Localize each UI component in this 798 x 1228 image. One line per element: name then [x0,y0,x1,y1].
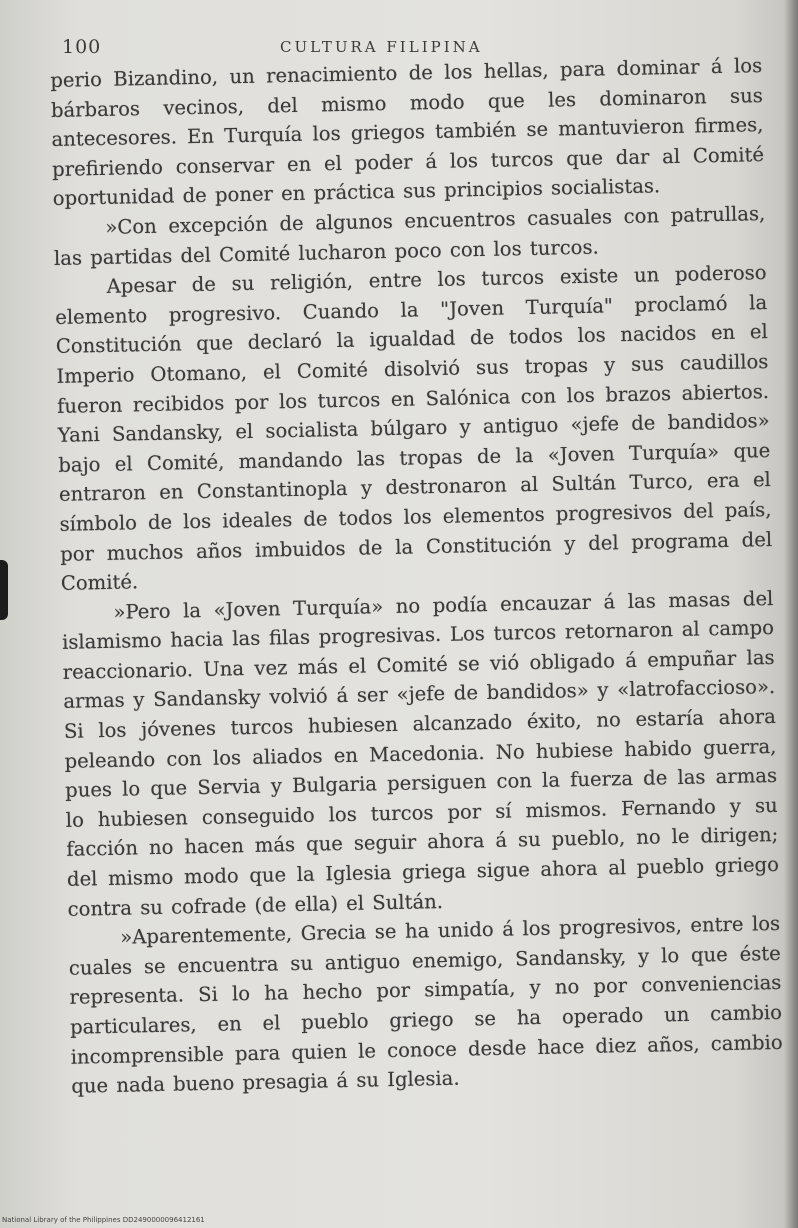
paragraph: perio Bizandino, un renacimiento de los hellas, para dominar á los bárbaros vecinos, del mismo modo que les dominaron sus antecesores. En Turquía los griegos también se mantuvieron firmes, prefiriendo conservar en el poder á los turcos que dar al Comité oportunidad de poner en práctica sus principios socialistas. [50,54,765,211]
paragraph: »Aparentemente, Grecia se ha unido á los progresivos, entre los cuales se encuentra su antiguo enemigo, Sandansky, y lo que éste representa. Si lo ha hecho por simpatía, y no por conveniencias particulares, en el pueblo griego se ha operado un cambio incomprensible para quien le conoce desde hace diez años, cambio que nada bueno presagia á su Iglesia. [68,912,783,1098]
body-text [50,51,784,1101]
binding-mark [0,560,8,620]
page-edge-shadow [784,0,798,1228]
library-attribution: National Library of the Philippines DD2490000096412161 [2,1216,205,1224]
paragraph: »Con excepción de algunos encuentros casuales con patrullas, las partidas del Comité lucharon poco con los turcos. [53,202,766,270]
page-number: 100 [62,36,102,58]
paragraph: »Pero la «Joven Turquía» no podía encauzar á las masas del islamismo hacia las filas progresivas. Los turcos retornaron al campo reaccionario. Una vez más el Comité se vió obligado á empuñar las armas y Sandansky volvió á ser «jefe de bandidos» y «latrofaccioso». Si los jóvenes turcos hubiesen alcanzado éxito, no estaría ahora peleando con los aliados en Macedonia. No hubiese habido guerra, pues lo que Servia y Bulgaria persiguen con la fuerza de las armas lo hubiesen conseguido los turcos por sí mismos. Fernando y su facción no hacen más que seguir ahora á su pueblo, no le dirigen; del mismo modo que la Iglesia griega sigue ahora al pueblo griego contra su cofrade (de ella) el Sultán. [61,586,780,921]
paragraph: Apesar de su religión, entre los turcos existe un poderoso elemento progresivo. Cuando la "Joven Turquía" proclamó la Constitución que declaró la igualdad de todos los nacidos en el Imperio Otomano, el Comité disolvió sus tropas y sus caudillos fueron recibidos por los turcos en Salónica con los brazos abiertos. Yani Sandansky, el socialista búlgaro y antiguo «jefe de bandidos» bajo el Comité, mandando las tropas de la «Joven Turquía» que entraron en Constantinopla y destronaron al Sultán Turco, era el símbolo de los ideales de todos los elementos progresivos del país, por muchos años imbuidos de la Constitución y del programa del Comité. [55,261,773,595]
running-head: CULTURA FILIPINA [280,38,483,56]
